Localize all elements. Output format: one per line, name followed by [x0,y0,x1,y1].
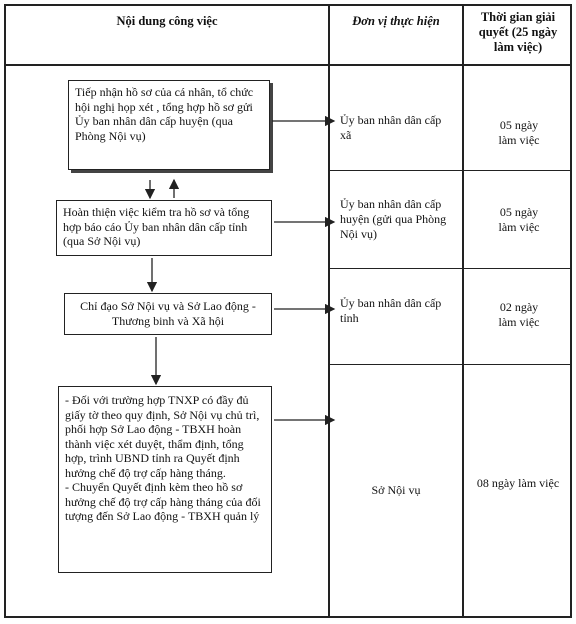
header-time: Thời gian giải quyết (25 ngày làm việc) [478,10,558,54]
step-3-time: 02 ngày làm việc [498,300,540,329]
step-1-time: 05 ngày làm việc [498,118,540,147]
table-border-left [4,4,6,617]
row-divider-2 [329,268,572,269]
row-divider-3 [329,364,572,365]
step-3-content: Chỉ đạo Sở Nội vụ và Sở Lao động - Thương binh và Xã hội [80,299,256,328]
step-3-box [64,293,272,335]
row-divider-1 [329,170,572,171]
step-4-content-a: - Đối với trường hợp TNXP có đầy đủ giấy tờ theo quy định, Sở Nội vụ chủ trì, phối hợp Sở Lao động - TBXH hoàn thành việc xét duyệt, thẩm định, tổng hợp, trình UBND tỉnh ra Quyết định hưởng chế độ trợ cấp hàng tháng. [65,393,260,480]
step-1-content: Tiếp nhận hồ sơ của cá nhân, tổ chức hội nghị họp xét , tổng hợp hồ sơ gửi Ủy ban nhân dân cấp huyện (qua Phòng Nội vụ) [75,85,254,143]
step-2-box [56,200,272,256]
table-border-top [4,4,572,6]
table-border-bottom [4,616,572,618]
step-4-content-b: - Chuyển Quyết định kèm theo hồ sơ hưởng chế độ trợ cấp hàng tháng của đối tượng đến Sở Lao động - TBXH quản lý [65,480,261,523]
step-4-time: 08 ngày làm việc [476,476,560,490]
step-2-time: 05 ngày làm việc [498,205,540,234]
header-unit: Đơn vị thực hiện [352,14,440,28]
column-divider-2 [462,4,464,617]
step-2-content: Hoàn thiện việc kiểm tra hồ sơ và tổng hợp báo cáo Ủy ban nhân dân cấp tỉnh (qua Sở Nội vụ) [63,205,250,248]
header-content: Nội dung công việc [116,14,218,28]
step-2-unit: Ủy ban nhân dân cấp huyện (gửi qua Phòng Nội vụ) [340,197,447,241]
column-divider-1 [328,4,330,617]
table-border-right [570,4,572,617]
step-1-unit: Ủy ban nhân dân cấp xã [340,113,442,142]
header-divider [4,64,572,66]
step-3-unit: Ủy ban nhân dân cấp tỉnh [340,296,442,325]
step-1-box [68,80,270,170]
step-4-box [58,386,272,573]
step-4-unit: Sở Nội vụ [371,483,421,497]
